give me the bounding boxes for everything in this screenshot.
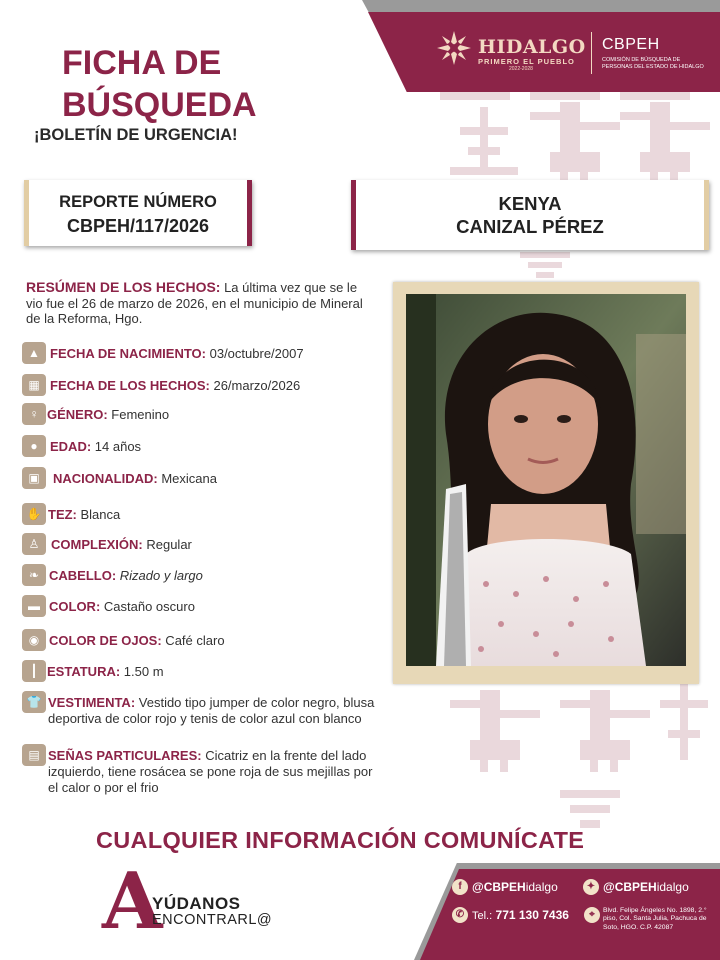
twitter-icon: ✦ [583,879,599,895]
hair-label: CABELLO: [49,568,117,583]
office-address: Blvd. Felipe Ángeles No. 1898, 2.° piso, Col. Santa Julia, Pachuca de Soto, HGO. C.P. 42087 [603,907,707,931]
facts-summary-text: La última vez que se le vio fue el 26 de marzo de 2026, en el municipio de Mineral de la Reforma, Hgo. [26,280,363,326]
birth-label: FECHA DE NACIMIENTO: [50,346,206,361]
facts-summary-label: RESÚMEN DE LOS HECHOS: [26,279,221,295]
phone-value: 771 130 7436 [492,908,569,922]
marks-label: SEÑAS PARTICULARES: [48,748,202,763]
report-number-label: REPORTE NÚMERO [59,193,217,211]
event-date-value: 26/marzo/2026 [209,378,301,393]
report-number-value: CBPEH/117/2026 [66,216,210,236]
location-pin-icon: ⌖ [584,907,600,923]
color-value: Castaño oscuro [100,599,195,614]
age-label: EDAD: [50,439,92,454]
ruler-icon: ┃ [22,660,46,682]
urgency-subtitle: ¡BOLETÍN DE URGENCIA! [34,126,238,144]
person-first-name: KENYA [498,193,562,214]
eyes-value: Café claro [161,633,225,648]
hidalgo-logo-years: 2022-2028 [509,66,533,72]
calendar-icon: ▦ [22,374,46,396]
facebook-handle[interactable] [472,880,558,894]
clothing-label: VESTIMENTA: [48,695,136,710]
hand-icon: ✋ [22,503,46,525]
cake-icon: ▲ [22,342,46,364]
phone-icon: ✆ [452,907,468,923]
help-logo-letter: A [102,856,163,947]
person-name-box [351,180,709,250]
report-number-box [24,180,252,246]
build-label: COMPLEXIÓN: [51,537,143,552]
person-last-name: CANIZAL PÉREZ [456,216,604,237]
hidalgo-flower-logo [436,30,472,66]
nationality-value: Mexicana [157,471,217,486]
age-value: 14 años [91,439,142,454]
cbpeh-logo-name: CBPEH [602,36,660,53]
nationality-label: NACIONALIDAD: [53,471,158,486]
facebook-handle-bold: @CBPEH [472,880,526,894]
twitter-handle-bold: @CBPEH [603,880,657,894]
hair-icon: ❧ [22,564,46,586]
help-logo-line1: YÚDANOS [152,894,241,913]
facebook-handle-rest: idalgo [525,880,558,894]
people-icon: ● [22,435,46,457]
twitter-handle-rest: idalgo [656,880,689,894]
id-card-icon: ▣ [22,467,46,489]
detail-row-clothing [22,691,382,741]
call-to-action: CUALQUIER INFORMACIÓN COMUNÍCATE [96,827,585,853]
build-value: Regular [142,537,192,552]
facts-summary [26,280,374,327]
gender-label: GÉNERO: [47,407,108,422]
facebook-icon: f [452,879,468,895]
marks-value: Cicatriz en la frente del lado izquierdo, tiene rosácea se pone roja de sus mejillas por el calor o por el frio [48,748,373,795]
shirt-icon: 👕 [22,691,46,713]
twitter-handle[interactable] [603,880,689,894]
hidalgo-logo-slogan: PRIMERO EL PUEBLO [478,57,575,66]
skin-value: Blanca [76,507,121,522]
comb-icon: ▬ [22,595,46,617]
marks-icon: ▤ [22,744,46,766]
height-value: 1.50 m [120,664,164,679]
height-label: ESTATURA: [47,664,121,679]
gender-icon: ♀ [22,403,46,425]
logo-divider [591,32,592,74]
skin-label: TEZ: [48,507,77,522]
clothing-value: Vestido tipo jumper de color negro, blusa deportiva de color rojo y tenis de color azul con blanco [48,695,375,726]
page-title-line2: BÚSQUEDA [62,86,257,124]
gender-value: Femenino [107,407,170,422]
phone-number[interactable] [472,908,569,922]
body-icon: ♙ [22,533,46,555]
eyes-label: COLOR DE OJOS: [49,633,162,648]
birth-value: 03/octubre/2007 [206,346,304,361]
hidalgo-logo-name: HIDALGO [478,36,586,58]
event-date-label: FECHA DE LOS HECHOS: [50,378,210,393]
phone-label: Tel.: [472,910,493,922]
page-title [62,42,257,126]
page-title-line1: FICHA DE [62,44,222,82]
hair-value: Rizado y largo [116,568,203,583]
color-label: COLOR: [49,599,101,614]
cbpeh-logo-description: COMISIÓN DE BÚSQUEDA DE PERSONAS DEL ESTADO DE HIDALGO [602,57,704,70]
eye-icon: ◉ [22,629,46,651]
detail-row-marks [22,744,382,796]
help-logo-line2: ENCONTRARL@ [152,912,273,928]
missing-person-photo [406,294,686,666]
